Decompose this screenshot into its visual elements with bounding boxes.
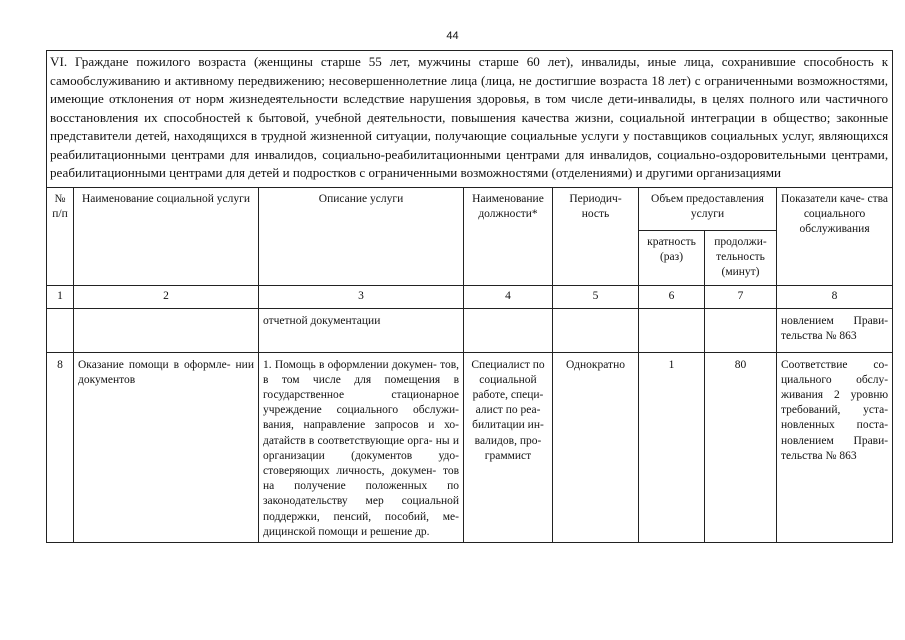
page-number: 44: [446, 30, 459, 42]
row-periodicity: Однократно: [553, 352, 639, 542]
column-number: 3: [259, 285, 464, 308]
header-position: Наименование должности*: [464, 187, 553, 285]
column-number: 4: [464, 285, 553, 308]
header-count: кратность (раз): [639, 230, 705, 285]
column-number: 5: [553, 285, 639, 308]
column-number: 2: [74, 285, 259, 308]
table-row: [47, 352, 893, 542]
column-number: 6: [639, 285, 705, 308]
table-header-row: [47, 187, 893, 230]
header-duration: продолжи- тельность (минут): [705, 230, 777, 285]
header-service-name: Наименование социальной услуги: [74, 187, 259, 285]
column-number: 1: [47, 285, 74, 308]
section-heading: VI. Граждане пожилого возраста (женщины старше 55 лет, мужчины старше 60 лет), инвалиды, иные лица, сохранившие способность к самообслуживанию и активному передвижению; несовершеннолетние лица (лица, не достигшие возраста 18 лет) с ограниченными возможностями, имеющие отклонения от норм жизнедеятельности вследствие нарушения здоровья, в том числе дети-инвалиды, в целях полного или частичного восстановления их способностей к бытовой, учебной деятельности, повышения качества жизни, социальной интеграции в общество; законные представители детей, находящихся в трудной жизненной ситуации, получающие социальные услуги у поставщиков социальных услуг, являющихся реабилитационными центрами для инвалидов, социально-реабилитационными центрами для инвалидов, социально-оздоровительными центрами, реабилитационными центрами для детей и подростков с ограниченными возможностями (отделениями) и другими организациями: [47, 51, 893, 188]
row-position: Специалист по социальной работе, специ- алист по реа- билитации ин- валидов, про- граммист: [464, 352, 553, 542]
row-quality: Соответствие со- циального обслу- живания 2 уровню требований, уста- новленных поста- новлением Прави- тельства № 863: [777, 352, 893, 542]
header-volume: Объем предоставления услуги: [639, 187, 777, 230]
header-num: № п/п: [47, 187, 74, 285]
continuation-row: [47, 308, 893, 352]
header-quality: Показатели каче- ства социального обслуживания: [777, 187, 893, 285]
continuation-description: отчетной документации: [259, 308, 464, 352]
row-duration: 80: [705, 352, 777, 542]
row-description: 1. Помощь в оформлении докумен- тов, в том числе для помещения в государственное стационарное учреждение социального обслужи- вания, направление запросов и хо- датайств в соответствующие орга- ны и организации (документов удо- стоверяющих личность, докумен- тов на получение положенных по законодательству мер социальной поддержки, пенсий, пособий, ме- дицинской помощи и решение др.: [259, 352, 464, 542]
row-count: 1: [639, 352, 705, 542]
section-heading-row: [47, 51, 893, 188]
services-table: [46, 50, 893, 543]
column-number: 7: [705, 285, 777, 308]
row-service-name: Оказание помощи в оформле- нии документов: [74, 352, 259, 542]
column-number: 8: [777, 285, 893, 308]
header-description: Описание услуги: [259, 187, 464, 285]
continuation-quality: новлением Прави- тельства № 863: [777, 308, 893, 352]
row-number: 8: [47, 352, 74, 542]
column-number-row: [47, 285, 893, 308]
header-periodicity: Периодич- ность: [553, 187, 639, 285]
